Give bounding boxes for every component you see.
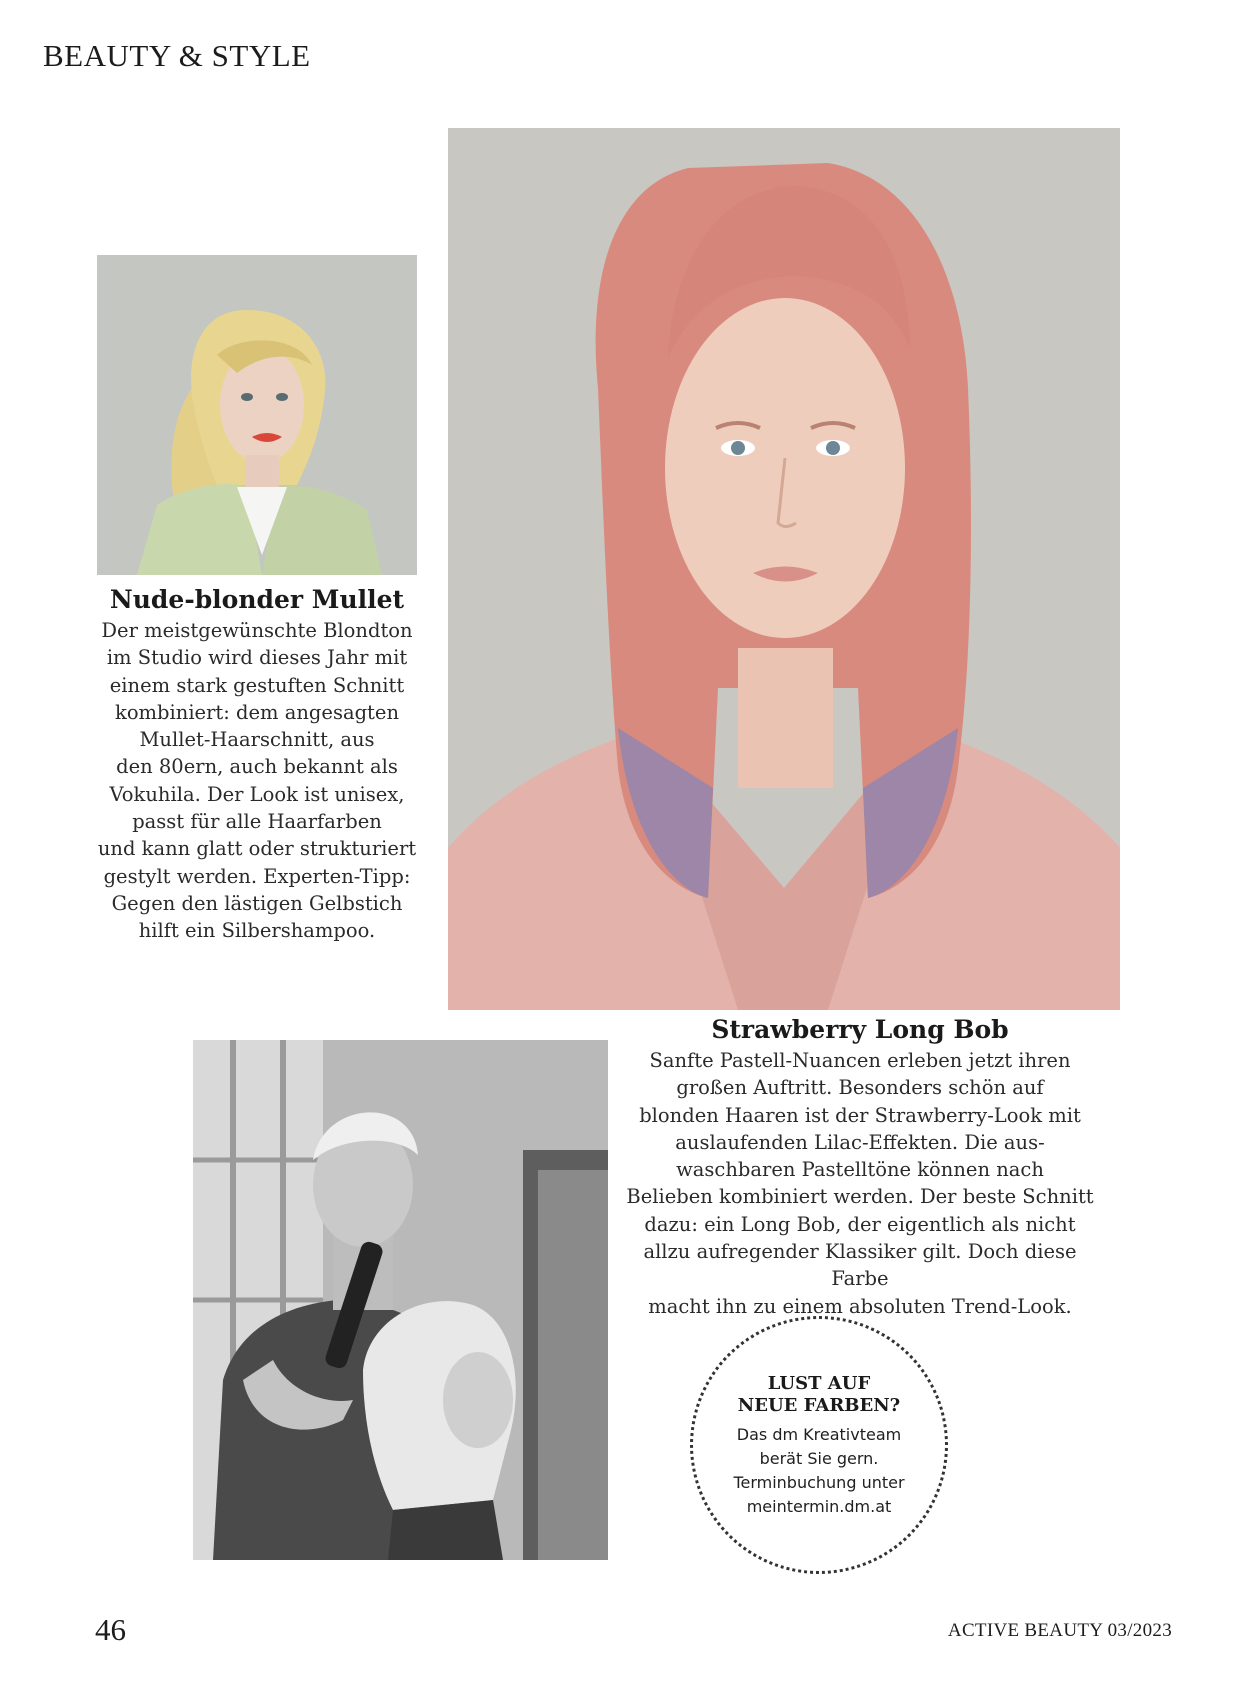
mullet-description: Der meistgewünschte Blondton im Studio wird dieses Jahr mit einem stark gestuften Schnitt kombiniert: dem angesagten Mullet-Haarschnitt, aus den 80ern, auch bekannt als Vokuhila. Der Look ist unisex, passt für alle Haarfarben und kann glatt oder strukturiert gestylt werden. Experten-Tipp: Gegen den lästigen Gelbstich hilft ein Silbershampoo. (97, 619, 417, 943)
section-title: BEAUTY & STYLE (43, 38, 311, 73)
info-callout-circle (690, 1316, 948, 1574)
page-number: 46 (95, 1612, 126, 1647)
strawberry-bob-photo (448, 128, 1120, 1010)
strawberry-bob-title: Strawberry Long Bob (711, 1015, 1009, 1044)
mullet-portrait-illustration (97, 255, 417, 575)
info-callout-heading: LUST AUF NEUE FARBEN? (737, 1373, 901, 1416)
strawberry-bob-illustration (448, 128, 1120, 1010)
mullet-portrait-photo (97, 255, 417, 575)
info-callout-body: Das dm Kreativteam berät Sie gern. Terminbuchung unter meintermin.dm.at (733, 1425, 905, 1516)
issue-label: ACTIVE BEAUTY 03/2023 (947, 1620, 1172, 1641)
strawberry-bob-description: Sanfte Pastell-Nuancen erleben jetzt ihren großen Auftritt. Besonders schön auf blonden Haaren ist der Strawberry-Look mit auslaufenden Lilac-Effekten. Die aus- waschbaren Pastelltöne können nach Belieben kombiniert werden. Der beste Schnitt dazu: ein Long Bob, der eigentlich als nicht allzu aufregender Klassiker gilt. Doch diese Farbe macht ihn zu einem absoluten Trend-Look. (626, 1049, 1094, 1318)
stylist-photo (193, 1040, 608, 1560)
stylist-illustration (193, 1040, 608, 1560)
mullet-title: Nude-blonder Mullet (109, 585, 405, 614)
